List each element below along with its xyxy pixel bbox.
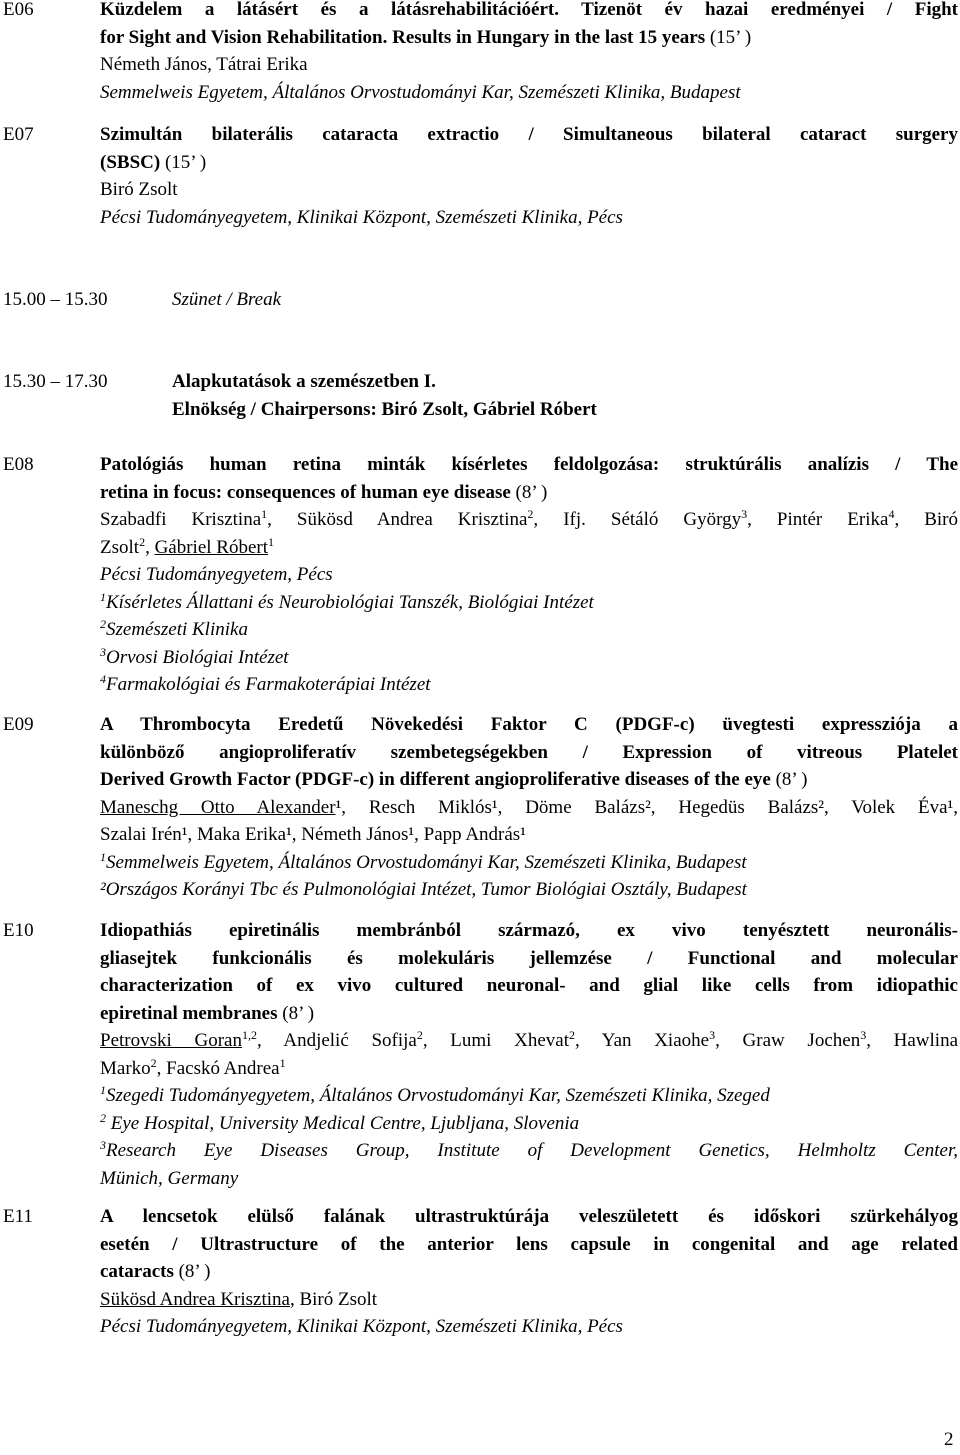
entry-affiliation: Münich, Germany: [100, 1167, 239, 1189]
entry-title-line: A lencsetok elülső falának ultrastruktúrája veleszületett és időskori szürkehályog: [100, 1206, 958, 1227]
session-time: 15.30 – 17.30: [3, 371, 108, 392]
entry-authors: Marko$^2$, Facskó Andrea$^1$: [100, 1055, 286, 1079]
entry-e10: [100, 917, 958, 1192]
entry-affiliation: $^1$Kísérletes Állattani és Neurobiológiai Tanszék, Biológiai Intézet: [100, 589, 594, 613]
entry-authors: Szabadfi Krisztina$^1$, Sükösd Andrea Krisztina$^2$, Ifj. Sétáló György$^3$, Pintér Erika$^4$, Biró: [100, 507, 958, 530]
entry-authors: Zsolt$^2$, Gábriel Róbert$^1$: [100, 534, 274, 558]
entry-title-text: retina in focus: consequences of human eye disease: [100, 481, 511, 503]
entry-title-line: [100, 766, 958, 794]
entry-title-line: characterization of ex vivo cultured neuronal- and glial like cells from idiopathic: [100, 975, 958, 996]
entry-duration: (8’ ): [510, 481, 548, 503]
entry-code-e11: E11: [3, 1206, 33, 1227]
entry-title-line: Küzdelem a látásért és a látásrehabilitációért. Tizenöt év hazai eredményei / Fight: [100, 0, 958, 20]
break-label: Szünet / Break: [172, 289, 282, 310]
entry-duration: (8’ ): [770, 769, 808, 790]
entry-affiliation: Pécsi Tudományegyetem, Pécs: [100, 564, 333, 585]
entry-duration: (8’ ): [173, 1261, 211, 1282]
entry-affiliation: ²Országos Korányi Tbc és Pulmonológiai Intézet, Tumor Biológiai Osztály, Budapest: [100, 879, 747, 900]
page-number: 2: [944, 1429, 954, 1450]
entry-affiliation: $^2$Szemészeti Klinika: [100, 617, 248, 640]
entry-e06: [100, 0, 958, 106]
entry-title-text: epiretinal membranes: [100, 1002, 278, 1024]
entry-title-line: Patológiás human retina minták kísérletes feldolgozása: struktúrális analízis / The: [100, 454, 958, 475]
entry-duration: (15’ ): [705, 26, 752, 48]
entry-authors: Petrovski Goran$^{1,2}$, Andjelić Sofija$^2$, Lumi Xhevat$^2$, Yan Xiaohe$^3$, Graw Jochen$^3$, Hawlina: [100, 1028, 959, 1051]
presenter-name: Gábriel Róbert: [154, 536, 268, 558]
entry-affiliation: Semmelweis Egyetem, Általános Orvostudományi Kar, Szemészeti Klinika, Budapest: [100, 81, 741, 103]
entry-e07: [100, 121, 958, 231]
entry-authors: Sükösd Andrea Krisztina, Biró Zsolt: [100, 1288, 378, 1310]
entry-duration: (15’ ): [160, 151, 207, 173]
entry-affiliation: $^3$Orvosi Biológiai Intézet: [100, 644, 289, 668]
entry-affiliation: $^3$Research Eye Diseases Group, Institute of Development Genetics, Helmholtz Center,: [100, 1138, 958, 1161]
break-time: 15.00 – 15.30: [3, 289, 108, 310]
entry-authors: Szalai Irén¹, Maka Erika¹, Németh János¹, Papp András¹: [100, 824, 526, 845]
entry-title-text: for Sight and Vision Rehabilitation. Results in Hungary in the last 15 years: [100, 26, 706, 48]
entry-duration: (8’ ): [277, 1002, 315, 1024]
entry-title-line: A Thrombocyta Eredetű Növekedési Faktor C (PDGF-c) üvegtesti expressziója a: [100, 714, 958, 735]
entry-title-line: Szimultán bilaterális cataracta extractio / Simultaneous bilateral cataract surgery: [100, 124, 958, 145]
presenter-name: Petrovski Goran: [100, 1030, 242, 1051]
entry-title-line: [100, 479, 958, 507]
entry-e11: [100, 1203, 958, 1341]
entry-title-text: Derived Growth Factor (PDGF-c) in different angioproliferative diseases of the eye: [100, 769, 771, 790]
entry-title-line: [100, 24, 958, 52]
entry-code-e09: E09: [3, 714, 34, 735]
entry-affiliation: $^1$Szegedi Tudományegyetem, Általános Orvostudományi Kar, Szemészeti Klinika, Szeged: [100, 1083, 770, 1106]
entry-affiliation: $^4$Farmakológiai és Farmakoterápiai Intézet: [100, 672, 431, 695]
entry-title-text: cataracts: [100, 1261, 174, 1282]
entry-code-e10: E10: [3, 920, 34, 941]
entry-title-line: különböző angioproliferatív szembetegségekben / Expression of vitreous Platelet: [100, 741, 958, 763]
session-chairs: Elnökség / Chairpersons: Biró Zsolt, Gábriel Róbert: [172, 399, 597, 420]
entry-code-e07: E07: [3, 124, 34, 145]
entry-title-line: [100, 149, 958, 177]
entry-e09: [100, 711, 958, 904]
entry-title-line: Idiopathiás epiretinális membránból származó, ex vivo tenyésztett neuronális-: [100, 920, 958, 941]
entry-affiliation: Pécsi Tudományegyetem, Klinikai Központ, Szemészeti Klinika, Pécs: [100, 1316, 623, 1337]
entry-authors: Németh János, Tátrai Erika: [100, 54, 308, 75]
entry-title-text: (SBSC): [100, 151, 161, 173]
entry-code-e08: E08: [3, 454, 34, 475]
entry-e08: [100, 451, 958, 699]
entry-affiliation: Pécsi Tudományegyetem, Klinikai Központ, Szemészeti Klinika, Pécs: [100, 206, 623, 228]
presenter-name: Maneschg Otto Alexander: [100, 796, 336, 818]
entry-title-line: [100, 1258, 958, 1286]
presenter-name: Sükösd Andrea Krisztina: [100, 1288, 290, 1310]
entry-affiliation: $^2$ Eye Hospital, University Medical Centre, Ljubljana, Slovenia: [100, 1110, 580, 1134]
entry-title-line: [100, 1000, 958, 1028]
entry-title-line: esetén / Ultrastructure of the anterior lens capsule in congenital and age related: [100, 1233, 958, 1255]
entry-authors: Biró Zsolt: [100, 179, 178, 200]
entry-authors: Maneschg Otto Alexander¹, Resch Miklós¹, Döme Balázs², Hegedüs Balázs², Volek Éva¹,: [100, 796, 958, 818]
entry-affiliation: $^1$Semmelweis Egyetem, Általános Orvostudományi Kar, Szemészeti Klinika, Budapest: [100, 849, 747, 873]
entry-title-line: gliasejtek funkcionális és molekuláris jellemzése / Functional and molecular: [100, 947, 958, 969]
entry-code-e06: E06: [3, 0, 34, 20]
session-title: Alapkutatások a szemészetben I.: [172, 371, 436, 392]
